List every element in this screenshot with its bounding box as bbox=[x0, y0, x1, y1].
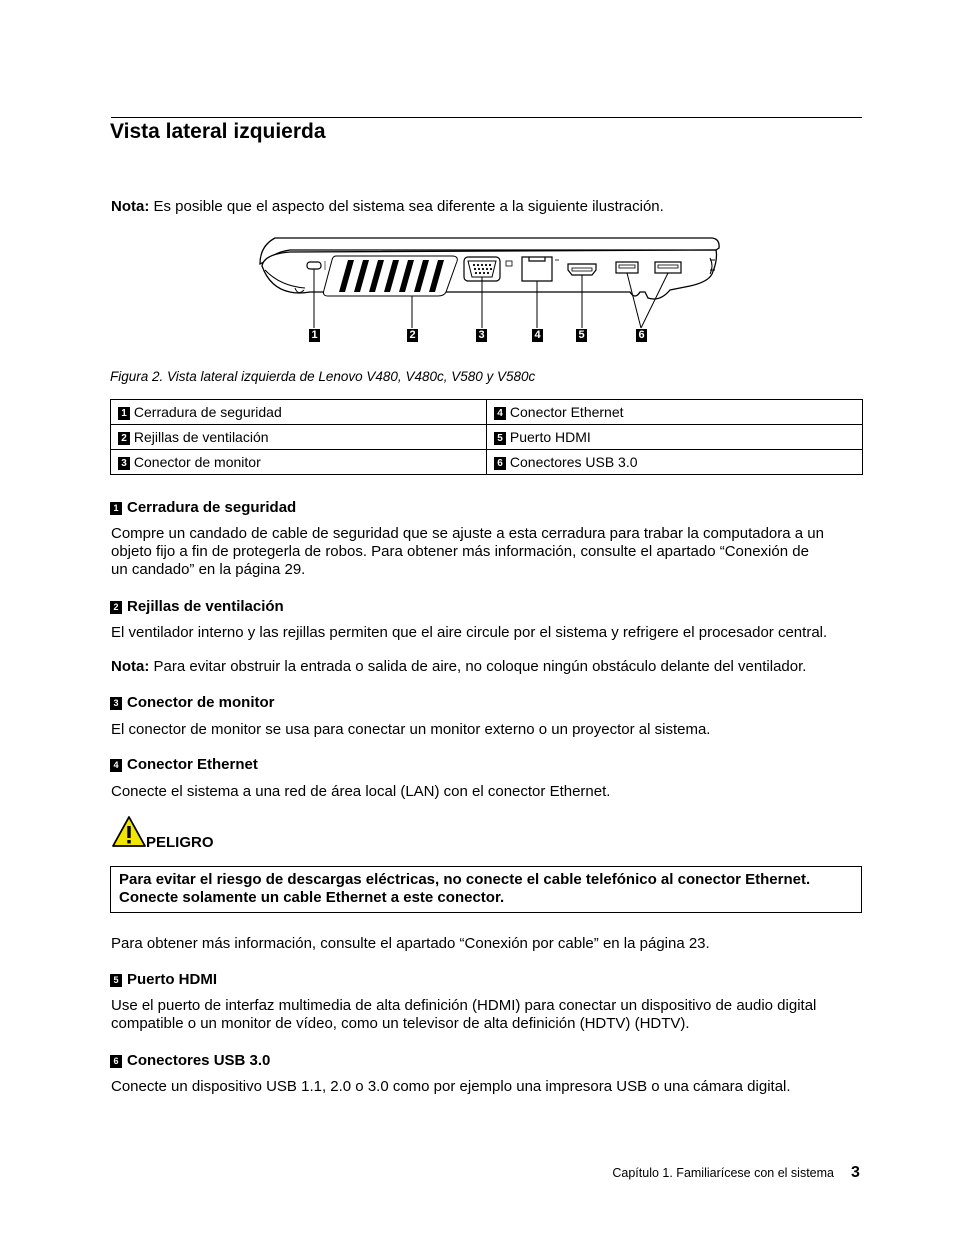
section-body: Conecte un dispositivo USB 1.1, 2.0 o 3.0 como por ejemplo una impresora USB o una cámara digital. bbox=[111, 1078, 791, 1095]
section-badge: 5 bbox=[110, 974, 122, 987]
note-text: Para evitar obstruir la entrada o salida de aire, no coloque ningún obstáculo delante del ventilador. bbox=[153, 658, 807, 675]
cell-label: Conector Ethernet bbox=[509, 404, 624, 420]
danger-line: Para evitar el riesgo de descargas eléctricas, no conecte el cable telefónico al conector Ethernet. bbox=[119, 871, 811, 888]
callout-2: 2 bbox=[407, 329, 418, 342]
table-cell bbox=[111, 450, 487, 475]
cell-label: Puerto HDMI bbox=[509, 429, 591, 445]
callout-4: 4 bbox=[532, 329, 543, 342]
table-cell bbox=[487, 450, 863, 475]
section-badge: 4 bbox=[110, 759, 122, 772]
section-heading bbox=[110, 499, 296, 516]
section-heading bbox=[110, 971, 217, 988]
section-title: Cerradura de seguridad bbox=[127, 499, 297, 516]
cell-badge: 1 bbox=[118, 407, 130, 420]
cell-label: Conectores USB 3.0 bbox=[509, 454, 638, 470]
ports-table bbox=[110, 399, 863, 475]
footer-chapter: Capítulo 1. Familiarícese con el sistema bbox=[612, 1166, 834, 1180]
section-title: Puerto HDMI bbox=[127, 971, 217, 988]
section-title: Conectores USB 3.0 bbox=[127, 1052, 271, 1069]
section-body: Conecte el sistema a una red de área local (LAN) con el conector Ethernet. bbox=[111, 783, 611, 800]
danger-text bbox=[119, 871, 854, 907]
section-heading bbox=[110, 1052, 270, 1069]
section-heading bbox=[110, 756, 258, 773]
danger-label: PELIGRO bbox=[146, 834, 214, 851]
danger-line: Conecte solamente un cable Ethernet a este conector. bbox=[119, 889, 505, 906]
cell-badge: 3 bbox=[118, 457, 130, 470]
section-badge: 6 bbox=[110, 1055, 122, 1068]
section-body: El conector de monitor se usa para conectar un monitor externo o un proyector al sistema. bbox=[111, 721, 711, 738]
page-title: Vista lateral izquierda bbox=[110, 120, 326, 143]
cell-badge: 6 bbox=[494, 457, 506, 470]
title-rule bbox=[111, 117, 862, 118]
figure-note bbox=[111, 198, 664, 216]
callout-3: 3 bbox=[476, 329, 487, 342]
body-line: un candado” en la página 29. bbox=[111, 561, 306, 578]
note-label: Nota: bbox=[111, 198, 150, 215]
cell-label: Rejillas de ventilación bbox=[133, 429, 269, 445]
table-row bbox=[111, 425, 863, 450]
section-badge: 1 bbox=[110, 502, 122, 515]
cell-badge: 4 bbox=[494, 407, 506, 420]
table-cell bbox=[487, 425, 863, 450]
body-line: Compre un candado de cable de seguridad que se ajuste a esta cerradura para trabar la computadora a un bbox=[111, 525, 824, 542]
cell-badge: 5 bbox=[494, 432, 506, 445]
table-cell bbox=[111, 400, 487, 425]
body-line: Use el puerto de interfaz multimedia de alta definición (HDMI) para conectar un dispositivo de audio digital bbox=[111, 997, 817, 1014]
callout-1: 1 bbox=[309, 329, 320, 342]
section-badge: 2 bbox=[110, 601, 122, 614]
cell-label: Cerradura de seguridad bbox=[133, 404, 282, 420]
cell-label: Conector de monitor bbox=[133, 454, 261, 470]
table-cell bbox=[111, 425, 487, 450]
callout-5: 5 bbox=[576, 329, 587, 342]
note-text: Es posible que el aspecto del sistema sea diferente a la siguiente ilustración. bbox=[153, 198, 664, 215]
callout-6: 6 bbox=[636, 329, 647, 342]
section-title: Rejillas de ventilación bbox=[127, 598, 284, 615]
section-title: Conector Ethernet bbox=[127, 756, 258, 773]
section-body: El ventilador interno y las rejillas permiten que el aire circule por el sistema y refrigere el procesador central. bbox=[111, 624, 828, 641]
section-heading bbox=[110, 598, 284, 615]
body-line: compatible o un monitor de vídeo, como un televisor de alta definición (HDTV) (HDTV). bbox=[111, 1015, 690, 1032]
cell-badge: 2 bbox=[118, 432, 130, 445]
section-note bbox=[111, 658, 806, 676]
table-row bbox=[111, 400, 863, 425]
table-row bbox=[111, 450, 863, 475]
section-title: Conector de monitor bbox=[127, 694, 275, 711]
laptop-left-side-illustration bbox=[250, 230, 725, 350]
table-cell bbox=[487, 400, 863, 425]
page-number: 3 bbox=[851, 1164, 860, 1181]
warning-triangle-icon bbox=[111, 815, 147, 848]
section-heading bbox=[110, 694, 275, 711]
body-line: objeto fijo a fin de protegerla de robos. Para obtener más información, consulte el apartado “Conexión de bbox=[111, 543, 809, 560]
section-badge: 3 bbox=[110, 697, 122, 710]
section-body bbox=[111, 997, 816, 1033]
note-label: Nota: bbox=[111, 658, 150, 675]
section-body bbox=[111, 525, 824, 579]
more-info-text: Para obtener más información, consulte el apartado “Conexión por cable” en la página 23. bbox=[111, 935, 710, 952]
figure-caption: Figura 2. Vista lateral izquierda de Lenovo V480, V480c, V580 y V580c bbox=[110, 369, 536, 384]
